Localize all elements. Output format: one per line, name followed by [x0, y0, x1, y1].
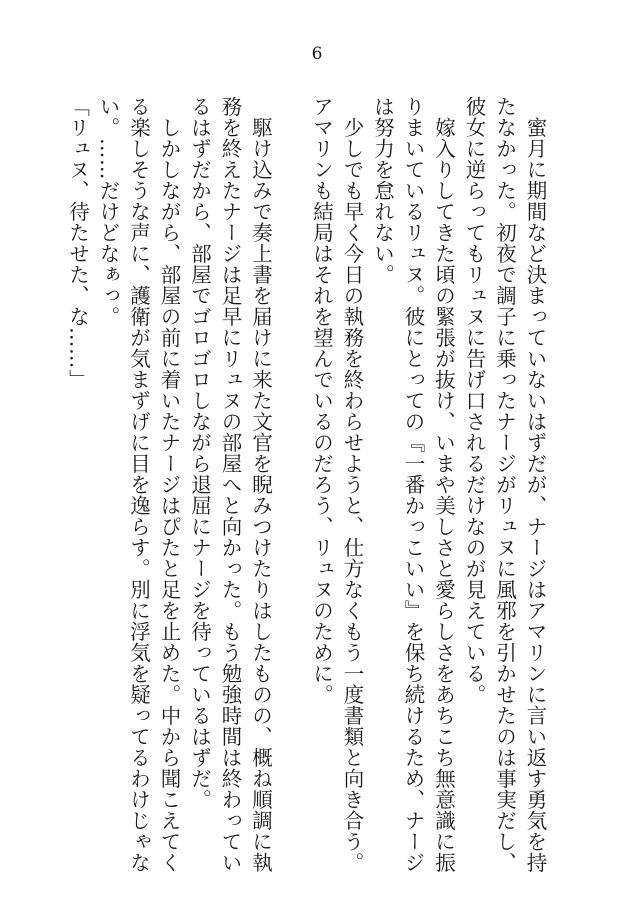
text-line: アマリンも結局はそれを望んでいるのだろう、リュヌのために。	[309, 96, 334, 705]
paragraph	[184, 96, 276, 873]
text-line: るはずだから、部屋でゴロゴロしながら退屈にナージを待っているはずだ。	[187, 96, 212, 810]
text-line: い。……だけどなぁっ。	[96, 96, 120, 327]
paragraph	[367, 96, 459, 873]
text-line: 彼女に逆らってもリュヌに告げ口されるだけなのが見えている。	[462, 96, 486, 705]
paragraph	[306, 96, 367, 873]
text-line: は努力を怠れない。	[370, 96, 395, 285]
text-line: 駆け込みで奏上書を届けに来た文官を睨みつけたりはしたものの、概ね順調に執	[248, 96, 273, 873]
paragraph	[459, 96, 551, 873]
text-line: 少しでも早く今日の執務を終わらせようと、仕方なくもう一度書類と向き合う。	[340, 96, 364, 873]
text-line: たなかった。初夜で調子に乗ったナージがリュヌに風邪を引かせたのは事実だし、	[492, 96, 517, 873]
dialogue-line	[62, 96, 93, 866]
text-line: 蜜月に期間など決まっていないはずだが、ナージはアマリンに言い返す勇気を持	[523, 96, 547, 873]
text-line: 務を終えたナージは足早にリュヌの部屋へと向かった。もう勉強時間は終わってい	[218, 96, 242, 873]
paragraph	[93, 96, 185, 873]
text-line: りまいているリュヌ。彼にとっての『一番かっこいい』を保ち続けるため、ナージ	[401, 96, 425, 873]
page-number: 6	[311, 44, 323, 64]
text-line: る楽しそうな声に、護衛が気まずげに目を逸らす。別に浮気を疑ってるわけじゃな	[126, 96, 151, 873]
text-line: 「リュヌ、待たせた、な……」	[65, 96, 90, 390]
text-line: 嫁入りしてきた頃の緊張が抜け、いまや美しさと愛らしさをあちこち無意識に振	[431, 96, 456, 873]
blank-line	[276, 96, 307, 866]
text-line: しかしながら、部屋の前に着いたナージはぴたと足を止めた。中から聞こえてく	[157, 96, 181, 873]
body-text	[65, 96, 550, 873]
